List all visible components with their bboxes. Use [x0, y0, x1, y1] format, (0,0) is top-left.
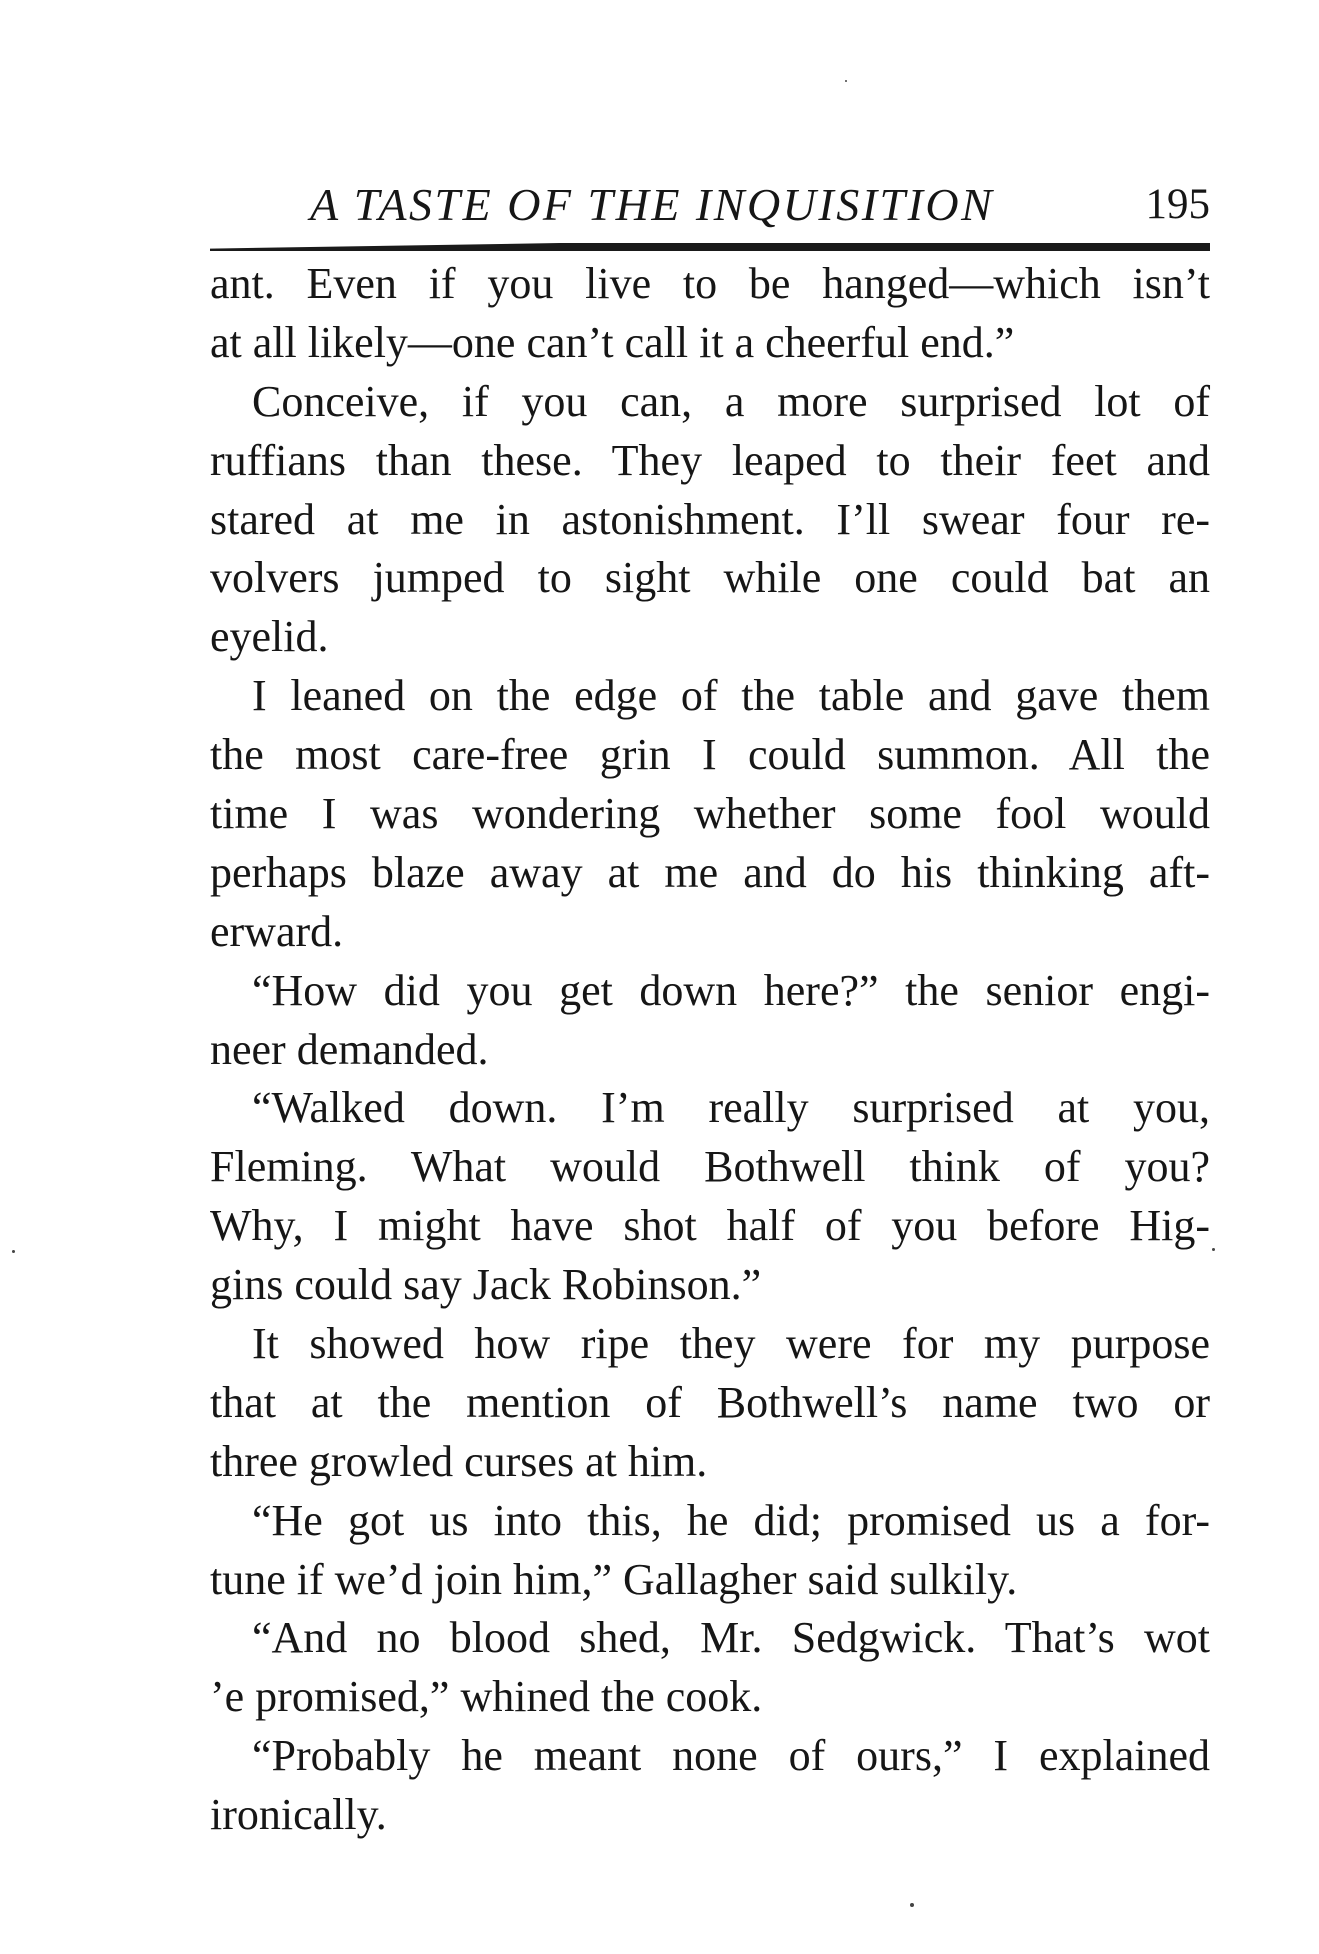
scan-speck — [845, 80, 847, 82]
text-line: I leaned on the edge of the table and gave them — [252, 671, 1210, 721]
text-line: the most care-free grin I could summon. All the — [210, 730, 1210, 780]
text-line: “Probably he meant none of ours,” I explained — [252, 1731, 1210, 1781]
scan-speck — [12, 1250, 15, 1253]
text-line: Fleming. What would Bothwell think of you? — [210, 1142, 1210, 1192]
page-number: 195 — [1145, 181, 1210, 228]
scan-speck — [1212, 1248, 1215, 1251]
text-line: “Walked down. I’m really surprised at you, — [252, 1083, 1210, 1133]
text-line: “He got us into this, he did; promised us a for- — [252, 1495, 1210, 1545]
text-line: tune if we’d join him,” Gallagher said sulkily. — [210, 1554, 1018, 1604]
text-line: neer demanded. — [210, 1024, 489, 1074]
header-rule — [210, 243, 1210, 251]
text-line: ’e promised,” whined the cook. — [210, 1672, 763, 1722]
text-line: “How did you get down here?” the senior engi- — [252, 965, 1210, 1015]
scan-speck — [910, 1903, 914, 1907]
text-line: Conceive, if you can, a more surprised lot of — [252, 376, 1210, 426]
text-line: It showed how ripe they were for my purpose — [252, 1319, 1210, 1369]
text-line: stared at me in astonishment. I’ll swear four re- — [210, 494, 1210, 544]
text-line: Why, I might have shot half of you before Hig- — [210, 1201, 1210, 1251]
text-line: ant. Even if you live to be hanged—which isn’t — [210, 259, 1210, 308]
body-text — [210, 255, 1210, 1845]
running-head — [210, 178, 1210, 234]
text-line: “And no blood shed, Mr. Sedgwick. That’s wot — [252, 1613, 1210, 1663]
running-title: A TASTE OF THE INQUISITION — [310, 179, 995, 230]
text-line: gins could say Jack Robinson.” — [210, 1260, 762, 1310]
text-line: eyelid. — [210, 612, 329, 662]
text-line: ruffians than these. They leaped to their feet and — [210, 435, 1210, 485]
text-line: volvers jumped to sight while one could bat an — [210, 553, 1210, 603]
text-line: that at the mention of Bothwell’s name two or — [210, 1377, 1210, 1427]
text-line: three growled curses at him. — [210, 1436, 708, 1486]
text-line: erward. — [210, 906, 344, 956]
text-line: time I was wondering whether some fool would — [210, 789, 1210, 839]
text-line: ironically. — [210, 1790, 387, 1840]
text-line: at all likely—one can’t call it a cheerful end.” — [210, 317, 1015, 367]
text-line: perhaps blaze away at me and do his thinking aft- — [210, 847, 1210, 897]
